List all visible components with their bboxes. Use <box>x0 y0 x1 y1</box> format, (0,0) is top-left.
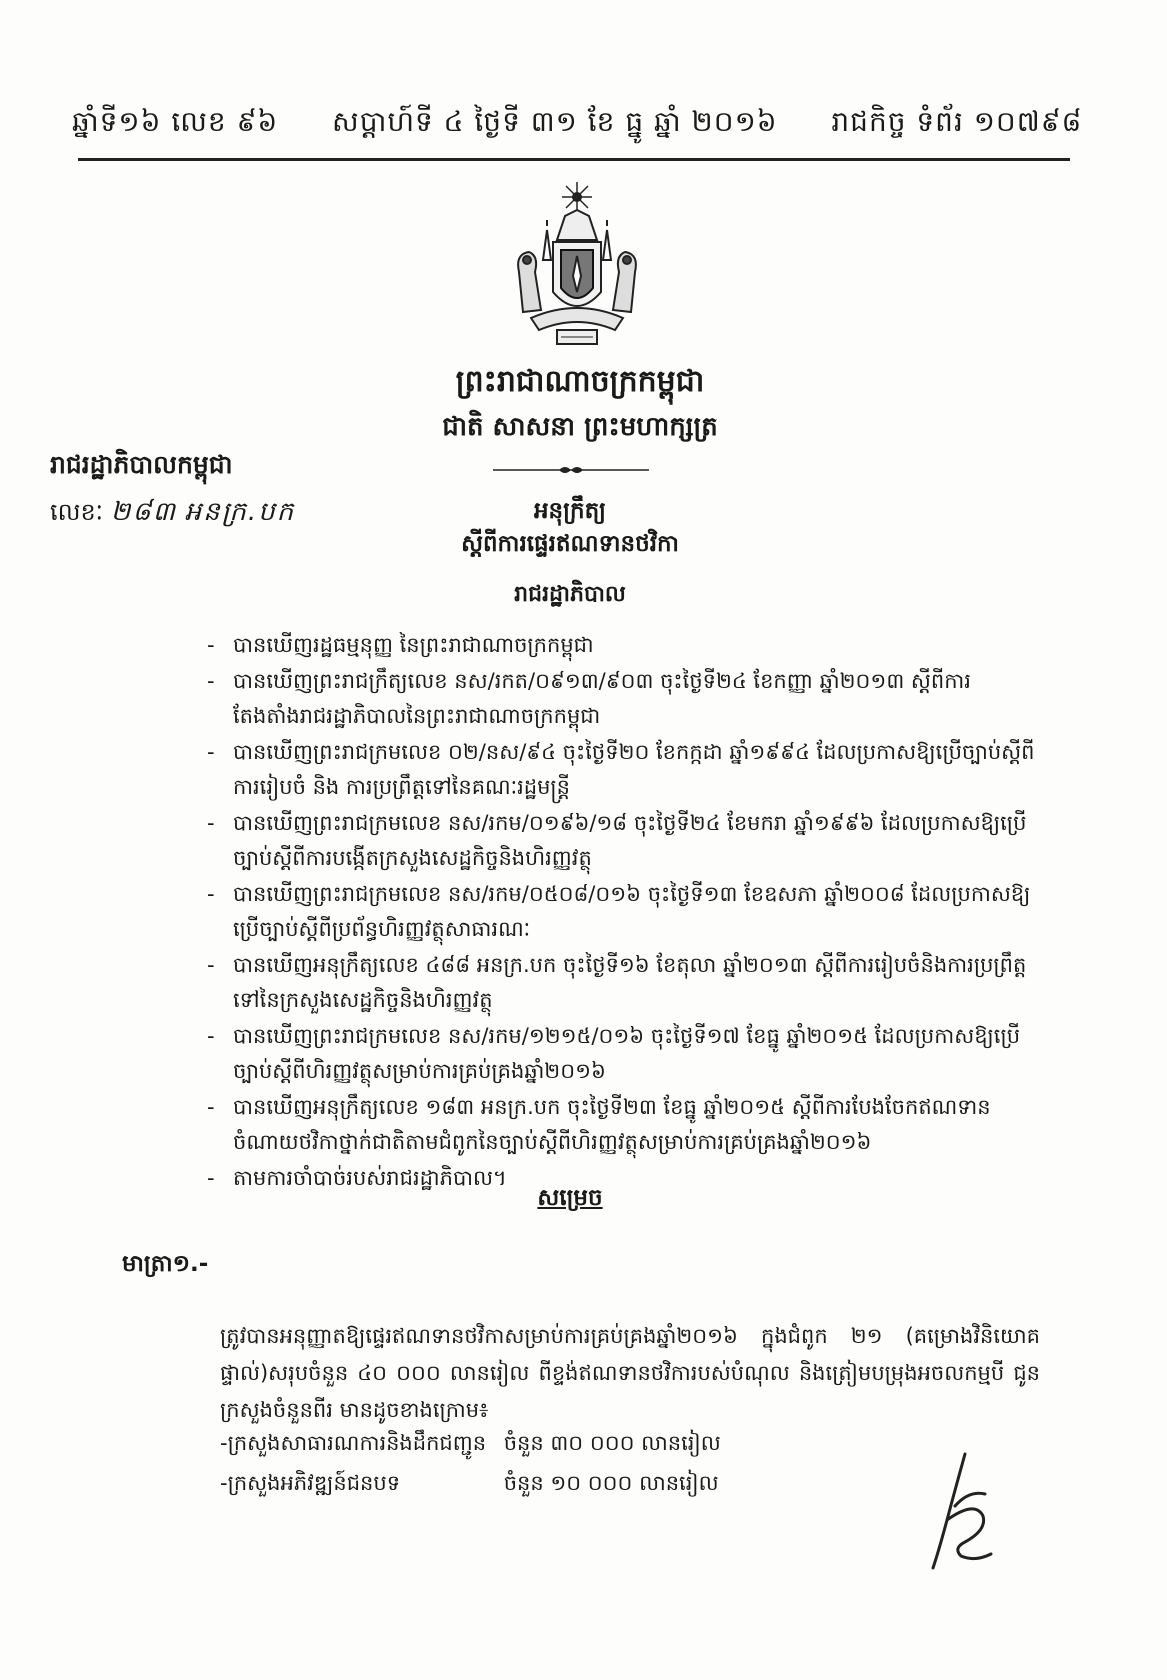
list-item: - បានឃើញអនុក្រឹត្យលេខ ៤៨៨ អនក្រ.បក ចុះថ្ងៃទី១៦ ខែតុលា ឆ្នាំ២០១៣ ស្តីពីការរៀបចំនិងការប្រព្រឹត្តទៅនៃក្រសួងសេដ្ឋកិច្ចនិងហិរញ្ញវត្ថុ <box>207 953 1027 1012</box>
gazette-issue: ឆ្នាំទី១៦ លេខ ៩៦ <box>72 105 279 138</box>
article-body: ត្រូវបានអនុញ្ញាតឱ្យផ្ទេរឥណទានថវិកាសម្រាប់ការគ្រប់គ្រងឆ្នាំ២០១៦ ក្នុងជំពូក ២១ (គម្រោងវិនិយោគផ្ទាល់)សរុបចំនួន ៤០ ០០០ លានរៀល ពីខ្ទង់ឥណទានថវិការបស់បំណុល និងត្រៀមបម្រុងអចលកម្មបី ជូនក្រសួងចំនួនពីរ មានដូចខាងក្រោម៖ <box>220 1324 1040 1422</box>
number-suffix: អនក្រ.បក <box>184 497 296 527</box>
number-label: លេខៈ <box>50 498 104 526</box>
list-item: - តាមការចាំបាច់របស់រាជរដ្ឋាភិបាល។ <box>207 1166 507 1190</box>
gazette-header <box>72 104 1083 145</box>
list-item: - បានឃើញព្រះរាជក្រឹត្យលេខ នស/រកត/០៩១៣/៩០៣ ចុះថ្ងៃទី២៤ ខែកញ្ញា ឆ្នាំ២០១៣ ស្តីពីការតែងតាំងរាជរដ្ឋាភិបាលនៃព្រះរាជាណាចក្រកម្ពុជា <box>207 669 971 728</box>
gazette-date: សប្តាហ៍ទី ៤ ថ្ងៃទី ៣១ ខែ ធ្នូ ឆ្នាំ ២០១៦ <box>332 105 778 138</box>
decree-number <box>50 495 295 533</box>
allocation-ministry: -ក្រសួងសាធារណការនិងដឹកជញ្ជូន <box>220 1431 487 1455</box>
list-item: - បានឃើញព្រះរាជក្រមលេខ នស/រកម/១២១៥/០១៦ ចុះថ្ងៃទី១៧ ខែធ្នូ ឆ្នាំ២០១៥ ដែលប្រកាសឱ្យប្រើច្បាប់ស្តីពីហិរញ្ញវត្ថុសម្រាប់ការគ្រប់គ្រងឆ្នាំ២០១៦ <box>207 1024 1021 1083</box>
document-type: អនុក្រឹត្យ <box>533 498 607 524</box>
royal-coat-of-arms-emblem <box>495 180 660 350</box>
list-item: - បានឃើញអនុក្រឹត្យលេខ ១៨៣ អនក្រ.បក ចុះថ្ងៃទី២៣ ខែធ្នូ ឆ្នាំ២០១៥ ស្តីពីការបែងចែកឥណទានចំណាយថវិកាថ្នាក់ជាតិតាមជំពូកនៃច្បាប់ស្តីពីហិរញ្ញវត្ថុសម្រាប់ការគ្រប់គ្រងឆ្នាំ២០១៦ <box>207 1095 991 1154</box>
document-subject: ស្តីពីការផ្ទេរឥណទានថវិកា <box>461 531 679 557</box>
ornamental-divider <box>493 464 649 476</box>
national-motto: ជាតិ សាសនា ព្រះមហាក្សត្រ <box>442 412 718 442</box>
number-handwritten: ២៨៣ <box>110 497 177 527</box>
list-item: - បានឃើញរដ្ឋធម្មនុញ្ញ នៃព្រះរាជាណាចក្រកម្ពុជា <box>207 633 594 657</box>
article-label: មាត្រា១.- <box>122 1251 209 1277</box>
list-item: - បានឃើញព្រះរាជក្រមលេខ ០២/នស/៩៤ ចុះថ្ងៃទី២០ ខែកក្កដា ឆ្នាំ១៩៩៤ ដែលប្រកាសឱ្យប្រើច្បាប់ស្តីពីការរៀបចំ និង ការប្រព្រឹត្តទៅនៃគណៈរដ្ឋមន្ត្រី <box>207 740 1035 799</box>
gazette-page: រាជកិច្ច ទំព័រ ១០៧៩៨ <box>831 105 1083 138</box>
considerations-list <box>207 628 1037 1197</box>
allocation-ministry: -ក្រសួងអភិវឌ្ឍន៍ជនបទ <box>220 1471 401 1495</box>
issuing-government: រាជរដ្ឋាភិបាលកម្ពុជា <box>50 450 233 479</box>
decision-heading: សម្រេច <box>537 1185 603 1211</box>
allocation-row <box>220 1430 721 1461</box>
signature-initial <box>925 1450 1000 1575</box>
list-item: - បានឃើញព្រះរាជក្រមលេខ នស/រកម/០៥០៨/០១៦ ចុះថ្ងៃទី១៣ ខែឧសភា ឆ្នាំ២០០៨ ដែលប្រកាសឱ្យប្រើច្បាប់ស្តីពីប្រព័ន្ធហិរញ្ញវត្ថុសាធារណៈ <box>207 882 1031 941</box>
allocation-amount: ចំនួន ១០ ០០០ លានរៀល <box>503 1471 719 1495</box>
government-heading: រាជរដ្ឋាភិបាល <box>514 582 626 607</box>
allocation-amount: ចំនួន ៣០ ០០០ លានរៀល <box>503 1431 721 1455</box>
kingdom-name: ព្រះរាជាណាចក្រកម្ពុជា <box>455 364 705 399</box>
header-rule <box>78 158 1070 161</box>
allocation-row <box>220 1470 719 1501</box>
list-item: - បានឃើញព្រះរាជក្រមលេខ នស/រកម/០១៩៦/១៨ ចុះថ្ងៃទី២៤ ខែមករា ឆ្នាំ១៩៩៦ ដែលប្រកាសឱ្យប្រើច្បាប់ស្តីពីការបង្កើតក្រសួងសេដ្ឋកិច្ចនិងហិរញ្ញវត្ថុ <box>207 811 1027 870</box>
